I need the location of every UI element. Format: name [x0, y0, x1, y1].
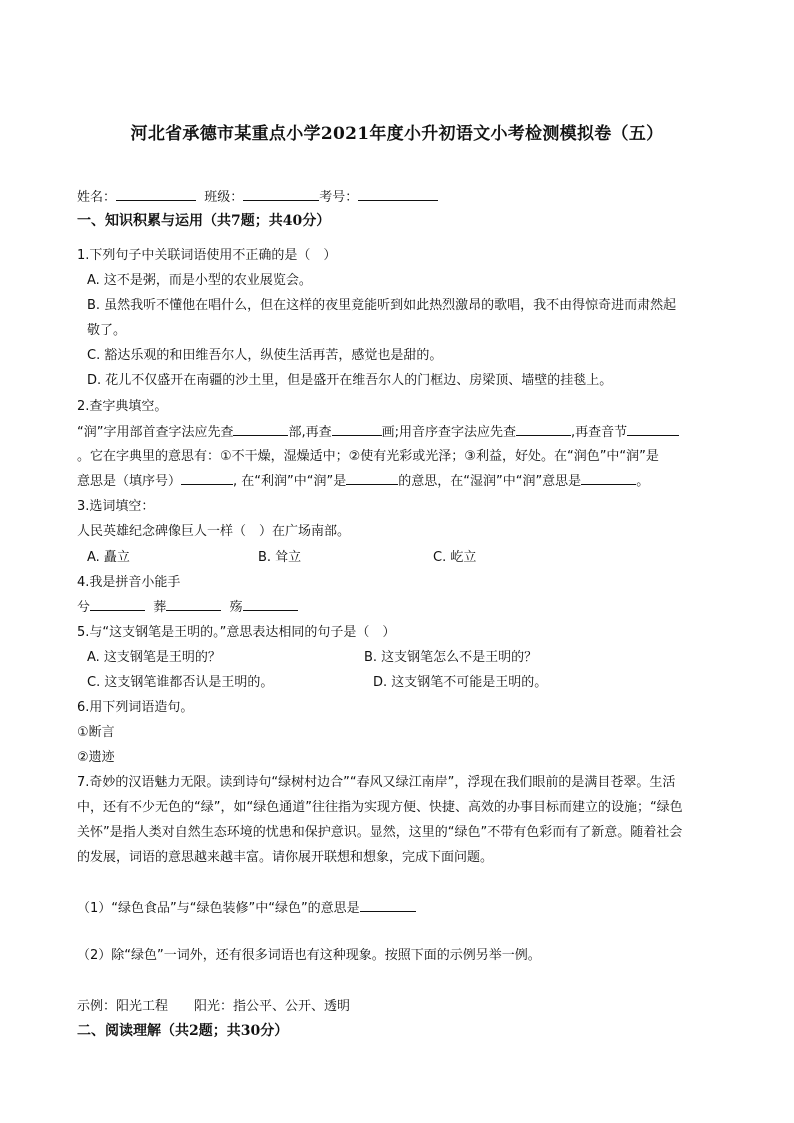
student-info-line [77, 188, 438, 207]
q7-paragraph-line2: 中，还有不少无色的“绿”，如“绿色通道”往往指为实现方便、快捷、高效的办事目标而建立的设施；“绿色 [77, 800, 683, 815]
q3-sentence: 人民英雄纪念碑像巨人一样（ ）在广场南部。 [77, 524, 351, 539]
q2-text: “润”字用部首查字法应先查 [77, 425, 234, 440]
class-label: 班级： [204, 190, 244, 205]
q2-blank-runse[interactable] [181, 472, 233, 485]
q2-blank-shirun[interactable] [581, 472, 636, 485]
section-heading-2: 二、阅读理解（共2题；共30分） [77, 1023, 289, 1039]
q1-option-d[interactable]: D. 花儿不仅盛开在南疆的沙土里，但是盛开在维吾尔人的门框边、房梁顶、墙壁的挂毯上。 [87, 373, 613, 388]
q1-option-b-line2: 敬了。 [87, 323, 127, 338]
q7-subquestion-1 [77, 899, 416, 918]
section-heading-1: 一、知识积累与运用（共7题；共40分） [77, 213, 331, 229]
q2-blank-syllable[interactable] [627, 423, 679, 436]
q4-stem: 4.我是拼音小能手 [77, 575, 181, 590]
q3-option-b[interactable]: B. 耸立 [258, 550, 302, 565]
exam-number-blank[interactable] [358, 188, 438, 201]
q4-blank-1[interactable] [90, 598, 145, 611]
q2-text: ,再查音节 [571, 425, 628, 440]
q2-text: 意思是（填序号） [77, 474, 182, 489]
class-blank[interactable] [243, 188, 319, 201]
q4-blank-3[interactable] [243, 598, 298, 611]
q2-text: 画;用音序查字法应先查 [381, 425, 517, 440]
q1-option-a[interactable]: A. 这不是粥，而是小型的农业展览会。 [87, 273, 312, 288]
q6-stem: 6.用下列词语造句。 [77, 700, 194, 715]
q2-blank-strokes[interactable] [332, 423, 382, 436]
q1-option-b-line1[interactable]: B. 虽然我听不懂他在唱什么，但在这样的夜里竟能听到如此热烈激昂的歌唱，我不由得惊奇进而肃然起 [87, 298, 677, 313]
name-label: 姓名： [77, 190, 117, 205]
q2-line-2: 。它在字典里的意思有：①不干燥，湿燥适中；②使有光彩或光泽；③利益，好处。在“润色”中“润”是 [77, 449, 659, 464]
q5-stem: 5.与“这支钢笔是王明的。”意思表达相同的句子是（ ） [77, 625, 396, 640]
q5-option-b[interactable]: B. 这支钢笔怎么不是王明的？ [364, 650, 538, 665]
q5-option-d[interactable]: D. 这支钢笔不可能是王明的。 [373, 675, 548, 690]
q4-blank-2[interactable] [166, 598, 221, 611]
q2-text: , 在“利润”中“润”是 [233, 474, 347, 489]
name-blank[interactable] [116, 188, 196, 201]
q1-option-c[interactable]: C. 豁达乐观的和田维吾尔人，纵使生活再苦，感觉也是甜的。 [87, 348, 443, 363]
exam-number-label: 考号： [319, 190, 359, 205]
page-title: 河北省承德市某重点小学2021年度小升初语文小考检测模拟卷（五） [130, 124, 664, 144]
q4-pinyin-line [77, 598, 298, 617]
q6-word-1: ①断言 [77, 725, 115, 740]
q2-line-1 [77, 423, 679, 442]
q2-line-3 [77, 472, 649, 491]
q2-text: 部,再查 [288, 425, 332, 440]
q7-sub1-blank[interactable] [360, 899, 416, 912]
q4-word: 兮 [77, 600, 91, 615]
q2-blank-letter[interactable] [516, 423, 571, 436]
q7-paragraph-line3: 关怀”是指人类对自然生态环境的忧患和保护意识。显然，这里的“绿色”不带有色彩而有了新意。随着社会 [77, 825, 683, 840]
q2-text: 的意思，在“湿润”中“润”意思是 [398, 474, 582, 489]
q7-example: 示例：阳光工程 阳光：指公平、公开、透明 [77, 999, 351, 1014]
q3-option-a[interactable]: A. 矗立 [87, 550, 130, 565]
q7-paragraph-line1: 7.奇妙的汉语魅力无限。读到诗句“绿树村边合”“春风又绿江南岸”，浮现在我们眼前的是满目苍翠。生活 [77, 775, 676, 790]
q4-word: 葬 [153, 600, 167, 615]
q2-stem: 2.查字典填空。 [77, 399, 168, 414]
q4-word: 殇 [229, 600, 243, 615]
q3-stem: 3.选词填空： [77, 499, 155, 514]
q1-stem: 1.下列句子中关联词语使用不正确的是（ ） [77, 248, 337, 263]
q5-option-a[interactable]: A. 这支钢笔是王明的？ [87, 650, 221, 665]
q3-option-c[interactable]: C. 屹立 [433, 550, 477, 565]
q2-blank-lirun[interactable] [346, 472, 398, 485]
q7-sub1-text: （1）“绿色食品”与“绿色装修”中“绿色”的意思是 [77, 901, 360, 916]
q7-subquestion-2: （2）除“绿色”一词外，还有很多词语也有这种现象。按照下面的示例另举一例。 [77, 948, 541, 963]
q2-text: 。 [636, 474, 650, 489]
q6-word-2: ②遗迹 [77, 750, 115, 765]
q7-paragraph-line4: 的发展，词语的意思越来越丰富。请你展开联想和想象，完成下面问题。 [77, 850, 494, 865]
q5-option-c[interactable]: C. 这支钢笔谁都否认是王明的。 [87, 675, 274, 690]
q2-blank-radical[interactable] [233, 423, 288, 436]
